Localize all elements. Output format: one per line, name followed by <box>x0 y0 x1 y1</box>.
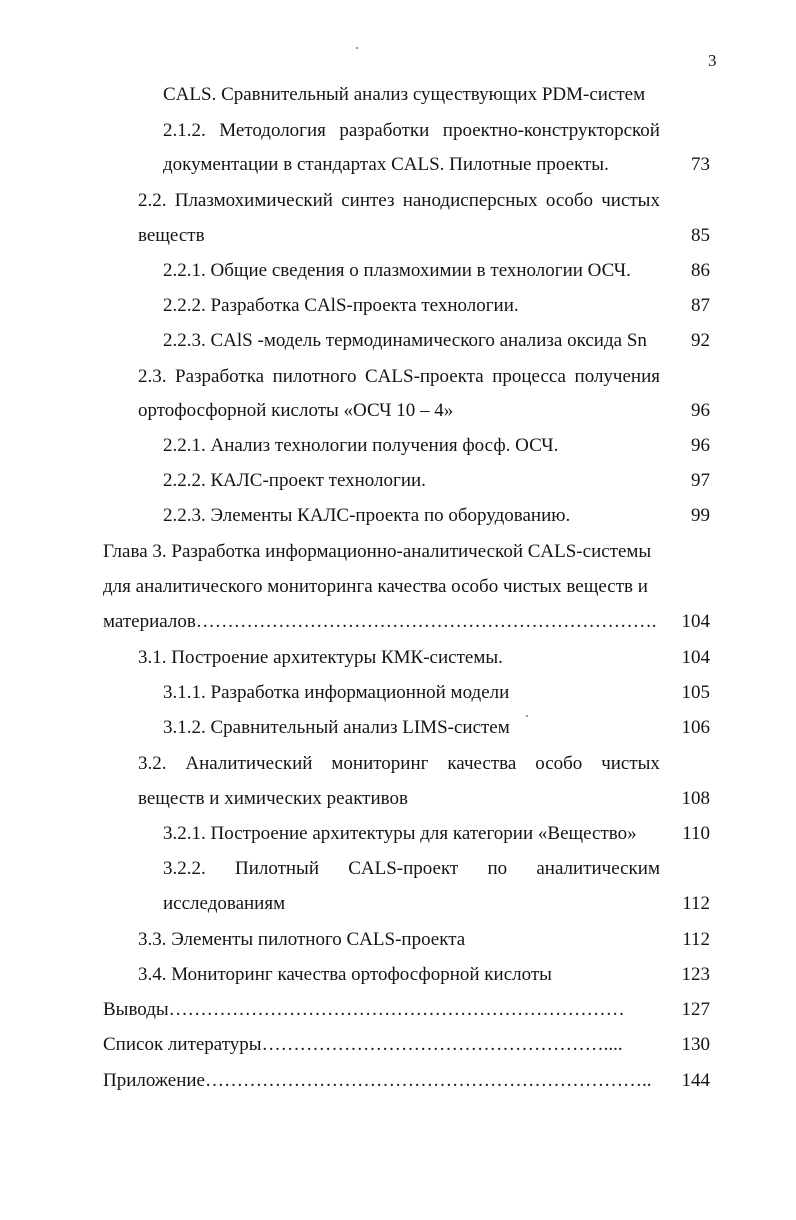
toc-line: исследованиям <box>163 893 286 914</box>
toc-line: документации в стандартах CALS. Пилотные проекты. <box>163 154 609 175</box>
toc-word: Разработка <box>175 366 265 387</box>
toc-word: разработки <box>339 120 430 141</box>
toc-word: проектно-конструкторской <box>442 120 660 141</box>
toc-word: Методология <box>219 120 326 141</box>
toc-page-number: 104 <box>681 611 710 632</box>
toc-page-number: 73 <box>691 154 710 175</box>
toc-page-number: 97 <box>691 470 710 491</box>
toc-word: 2.3. <box>138 366 167 387</box>
toc-word: Аналитический <box>185 753 313 774</box>
toc-line: Список литературы……………………………………………….... <box>103 1034 623 1055</box>
toc-word: получения <box>574 366 660 387</box>
toc-word: по <box>487 858 508 879</box>
toc-page-number: 105 <box>681 682 710 703</box>
toc-line: для аналитического мониторинга качества особо чистых веществ и <box>103 576 648 597</box>
toc-word: чистых <box>601 190 660 211</box>
toc-line: 2.2.3. Элементы КАЛС-проекта по оборудованию. <box>163 505 571 526</box>
toc-line: 2.2.2. КАЛС-проект технологии. <box>163 470 426 491</box>
toc-word: нанодисперсных <box>402 190 538 211</box>
toc-line: 3.2.1. Построение архитектуры для категории «Вещество» <box>163 823 637 844</box>
toc-page-number: 144 <box>681 1070 710 1091</box>
toc-word: 3.2. <box>138 753 167 774</box>
toc-page-number: 96 <box>691 435 710 456</box>
toc-word: качества <box>447 753 517 774</box>
toc-word: 2.2. <box>138 190 167 211</box>
toc-line: 3.3. Элементы пилотного CALS-проекта <box>138 929 466 950</box>
toc-line: материалов………………………………………………………………. <box>103 611 657 632</box>
toc-page-number: 108 <box>681 788 710 809</box>
toc-page-number: 127 <box>681 999 710 1020</box>
toc-word: CALS-проекта <box>365 366 484 387</box>
toc-page-number: 112 <box>682 929 710 950</box>
toc-line-justified <box>138 188 660 214</box>
toc-page-number: 99 <box>691 505 710 526</box>
toc-page-number: 92 <box>691 330 710 351</box>
toc-line: 2.2.3. CAlS -модель термодинамического анализа оксида Sn <box>163 330 647 351</box>
toc-line: 3.1.1. Разработка информационной модели <box>163 682 510 703</box>
toc-page-number: 106 <box>681 717 710 738</box>
toc-word: 2.1.2. <box>163 120 206 141</box>
toc-line-justified <box>163 856 660 882</box>
toc-word: особо <box>545 190 593 211</box>
toc-word: пилотного <box>272 366 357 387</box>
toc-word: Пилотный <box>234 858 319 879</box>
toc-line: ортофосфорной кислоты «ОСЧ 10 – 4» <box>138 400 454 421</box>
toc-page-number: 110 <box>682 823 710 844</box>
toc-page-number: 85 <box>691 225 710 246</box>
toc-page-number: 130 <box>681 1034 710 1055</box>
toc-line-justified <box>138 751 660 777</box>
toc-page-number: 86 <box>691 260 710 281</box>
toc-word: мониторинг <box>331 753 429 774</box>
toc-line: 3.4. Мониторинг качества ортофосфорной кислоты <box>138 964 552 985</box>
toc-word: синтез <box>341 190 395 211</box>
toc-line: 2.2.1. Общие сведения о плазмохимии в технологии ОСЧ. <box>163 260 631 281</box>
toc-line: веществ и химических реактивов <box>138 788 408 809</box>
toc-line: веществ <box>138 225 205 246</box>
toc-line: 3.1. Построение архитектуры КМК-системы. <box>138 647 503 668</box>
page-number: 3 <box>708 51 717 70</box>
toc-line-justified <box>163 118 660 144</box>
toc-word: Плазмохимический <box>174 190 333 211</box>
toc-word: CALS-проект <box>348 858 459 879</box>
toc-word: чистых <box>601 753 660 774</box>
toc-page-number: 104 <box>681 647 710 668</box>
toc-word: 3.2.2. <box>163 858 206 879</box>
toc-page-number: 96 <box>691 400 710 421</box>
toc-line: Глава 3. Разработка информационно-аналитической CALS-системы <box>103 541 652 562</box>
toc-line-justified <box>138 364 660 390</box>
toc-word: процесса <box>492 366 566 387</box>
toc-line: 3.1.2. Сравнительный анализ LIMS-систем <box>163 717 510 738</box>
toc-page-number: 123 <box>681 964 710 985</box>
toc-line: 2.2.1. Анализ технологии получения фосф. ОСЧ. <box>163 435 559 456</box>
toc-line: Приложение…………………………………………………………….. <box>103 1070 652 1091</box>
toc-page-number: 112 <box>682 893 710 914</box>
toc-word: аналитическим <box>536 858 660 879</box>
toc-line: CALS. Сравнительный анализ существующих PDM-систем <box>163 84 646 105</box>
toc-line: Выводы……………………………………………………………… <box>103 999 625 1020</box>
toc-line: 2.2.2. Разработка CAlS-проекта технологии. <box>163 295 519 316</box>
toc-word: особо <box>535 753 583 774</box>
toc-page-number: 87 <box>691 295 710 316</box>
